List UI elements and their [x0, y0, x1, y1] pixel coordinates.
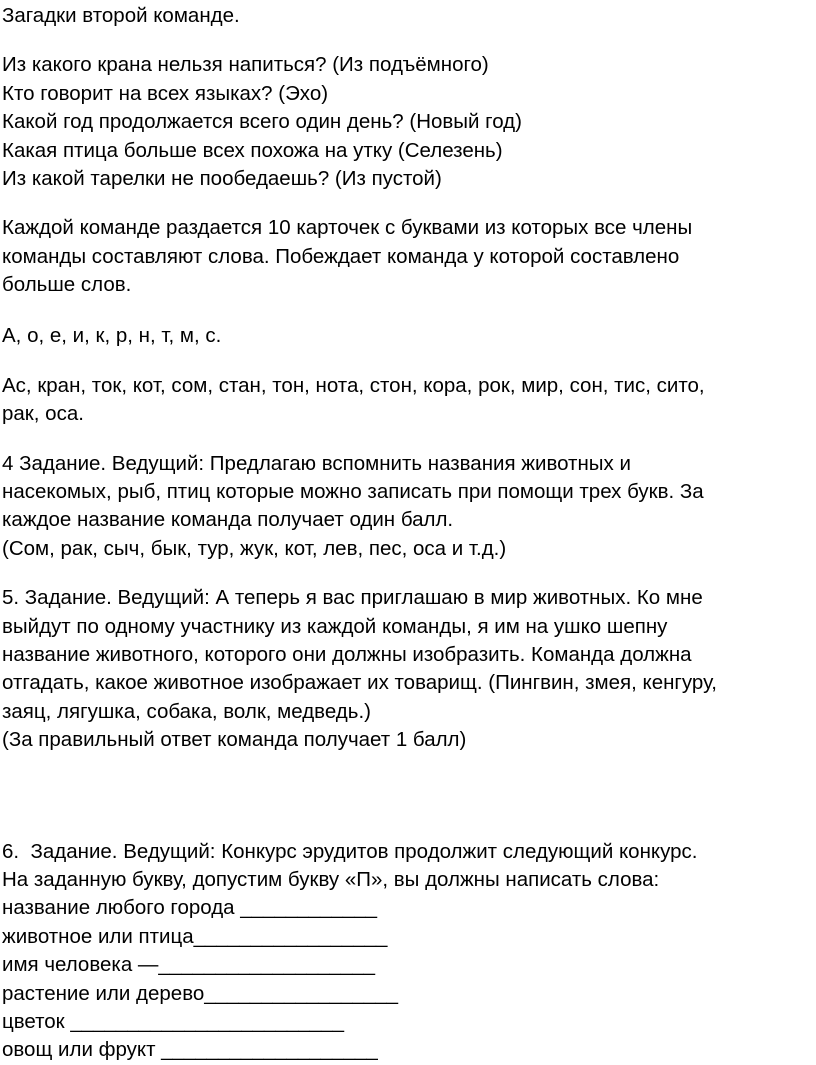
words-list	[2, 372, 816, 429]
paragraph-line: 4 Задание. Ведущий: Предлагаю вспомнить названия животных и	[2, 451, 631, 475]
paragraph-line: название животного, которого они должны изобразить. Команда должна	[2, 643, 692, 667]
paragraph-line: отгадать, какое животное изображает их товарищ. (Пингвин, змея, кенгуру,	[2, 671, 717, 695]
fill-in-line: растение или дерево_________________	[2, 981, 399, 1005]
fill-in-line: цветок ________________________	[2, 1009, 344, 1033]
spacer	[2, 300, 816, 322]
spacer	[2, 429, 816, 450]
paragraph-line: выйдут по одному участнику из каждой команды, я им на ушко шепну	[2, 614, 668, 638]
fill-in-line: овощ или фрукт ___________________	[2, 1038, 378, 1062]
document-title: Загадки второй команде.	[2, 4, 240, 27]
paragraph-line: рак, оса.	[2, 402, 84, 426]
letters-list: А, о, е, и, к, р, н, т, м, с.	[2, 323, 222, 347]
cards-task-paragraph	[2, 214, 816, 299]
paragraph-line: заяц, лягушка, собака, волк, медведь.)	[2, 699, 371, 723]
paragraph-line: 6. Задание. Ведущий: Конкурс эрудитов продолжит следующий конкурс.	[2, 839, 698, 863]
paragraph-line: (За правильный ответ команда получает 1 балл)	[2, 728, 467, 752]
paragraph-line: На заданную букву, допустим букву «П», вы должны написать слова:	[2, 867, 660, 891]
riddle-line: Какой год продолжается всего один день? (Новый год)	[2, 110, 522, 134]
spacer	[2, 755, 816, 838]
paragraph-line: Ас, кран, ток, кот, сом, стан, тон, нота, стон, кора, рок, мир, сон, тис, сито,	[2, 373, 705, 397]
paragraph-line: Каждой команде раздается 10 карточек с буквами из которых все члены	[2, 216, 693, 240]
task5-paragraph	[2, 584, 816, 754]
spacer	[2, 563, 816, 584]
fill-in-line: животное или птица_________________	[2, 924, 388, 948]
spacer	[2, 30, 816, 51]
paragraph-line: насекомых, рыб, птиц которые можно записать при помощи трех букв. За	[2, 480, 704, 504]
fill-in-line: имя человека —___________________	[2, 953, 376, 977]
task4-paragraph	[2, 450, 816, 564]
paragraph-line: (Сом, рак, сыч, бык, тур, жук, кот, лев, пес, оса и т.д.)	[2, 536, 507, 560]
riddles-section	[2, 51, 816, 193]
fill-in-line: название любого города ____________	[2, 896, 378, 920]
riddle-line: Какая птица больше всех похожа на утку (Селезень)	[2, 138, 503, 162]
paragraph-line: каждое название команда получает один балл.	[2, 508, 454, 532]
task6-paragraph	[2, 838, 816, 1065]
paragraph-line: больше слов.	[2, 273, 132, 297]
riddle-line: Кто говорит на всех языках? (Эхо)	[2, 81, 329, 105]
paragraph-line: 5. Задание. Ведущий: А теперь я вас приглашаю в мир животных. Ко мне	[2, 586, 703, 610]
spacer	[2, 193, 816, 214]
riddle-line: Из какой тарелки не пообедаешь? (Из пустой)	[2, 166, 442, 190]
riddle-line: Из какого крана нельзя напиться? (Из подъёмного)	[2, 53, 489, 77]
spacer	[2, 350, 816, 372]
paragraph-line: команды составляют слова. Побеждает команда у которой составлено	[2, 244, 680, 268]
